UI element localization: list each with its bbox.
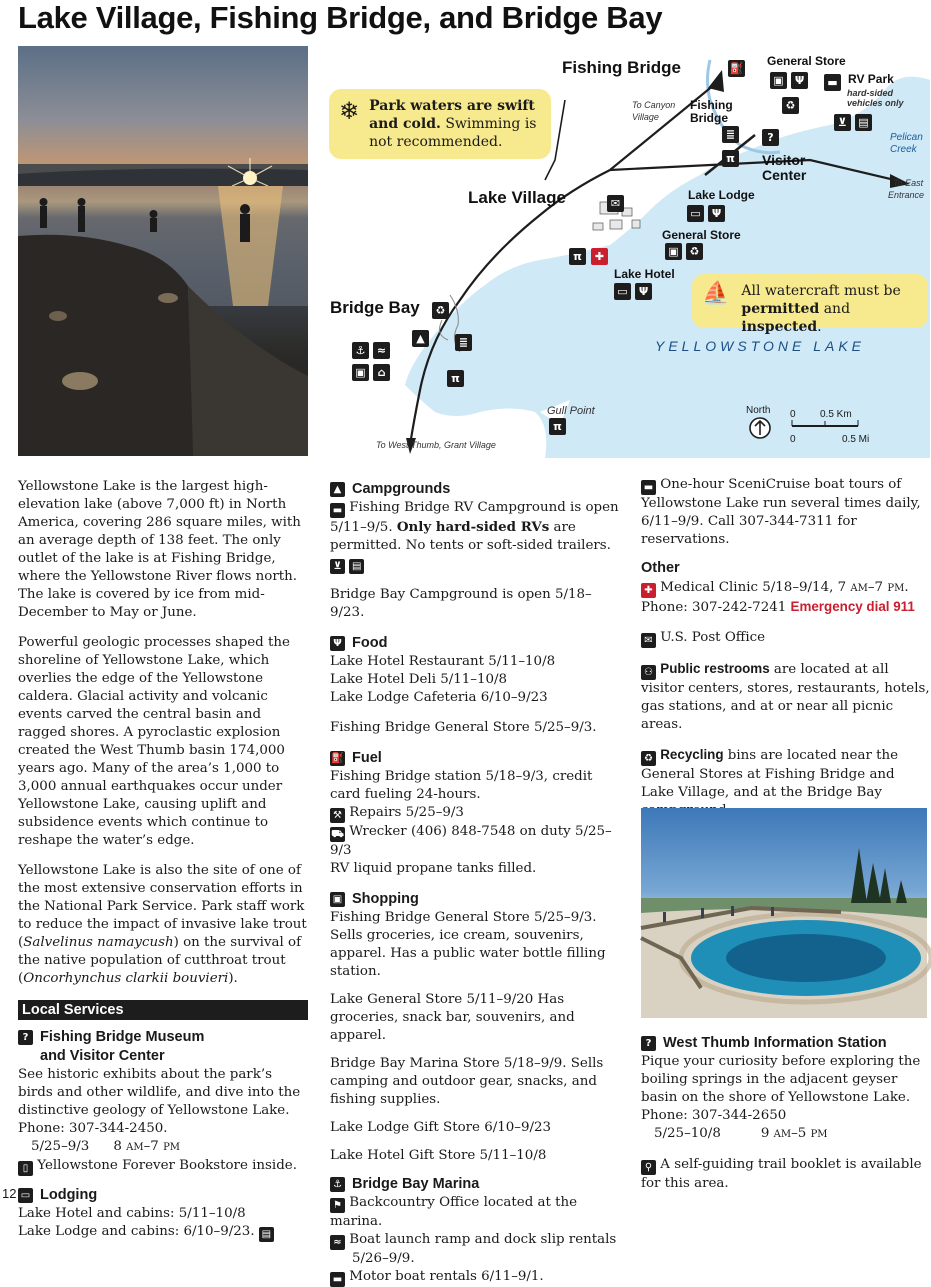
lodging-lake-lodge-text: Lake Lodge and cabins: 6/10–9/23. [18, 1224, 255, 1239]
map-label-to-canyon-2: Village [632, 112, 659, 122]
food-icon-lodge: Ψ [708, 205, 725, 222]
p3-lake-trout-name: Salvelinus namaycush [23, 935, 174, 950]
map-label-pelican-creek-1: Pelican [890, 132, 923, 143]
wt-hours-close: –5 [791, 1126, 811, 1141]
swimming-warning-bold: Park waters are swift and cold. [369, 98, 535, 132]
map-label-lake-hotel: Lake Hotel [614, 267, 675, 281]
lake-sunset-photo [18, 46, 308, 456]
medical-clinic-icon: ✚ [591, 248, 608, 265]
map-label-lake-lodge: Lake Lodge [688, 188, 755, 202]
recycling-icon-lake: ♻ [686, 243, 703, 260]
bookstore-line [18, 1157, 308, 1176]
wt-dates: 5/25–10/8 [654, 1126, 721, 1141]
shop-item: Fishing Bridge General Store 5/25–9/3. Sells groceries, ice cream, souvenirs, apparel. Has a public water bottle filling station. [330, 910, 606, 979]
boat-tour-icon: ▬ [641, 480, 656, 495]
clinic-to: –7 [867, 580, 888, 595]
post-office-icon: ✉ [607, 195, 624, 212]
laundry-icon: ▤ [349, 559, 364, 574]
shop-item: Lake General Store 5/11–9/20 Has groceries, snack bar, souvenirs, and apparel. [330, 992, 575, 1043]
marina-launch-dates: 5/26–9/9. [352, 1251, 415, 1266]
map-label-rv-note-1: hard-sided [847, 88, 894, 98]
bookstore-icon: ▯ [18, 1161, 33, 1176]
wt-info-heading [641, 1034, 931, 1052]
rv-campground-bold: Only hard-sided RVs [396, 519, 550, 535]
watercraft-bold-permitted: permitted [741, 301, 820, 317]
west-thumb-info [641, 1032, 931, 1193]
marina-motorboat-text: Motor boat rentals 6/11–9/1. [349, 1269, 544, 1284]
swimming-warning-callout [329, 89, 551, 159]
fuel-icon: ⛽ [729, 62, 744, 75]
marina-heading [330, 1175, 620, 1193]
recycling-text: bins are located near the General Stores at Fishing Bridge and Lake Village, and at the Bridge Bay [641, 748, 899, 800]
rv-icon: ▬ [824, 74, 841, 91]
information-icon: ? [18, 1030, 33, 1045]
marina-heading-text: Bridge Bay Marina [352, 1176, 480, 1192]
dump-station-icon: ⊻ [330, 559, 345, 574]
north-arrow-label: North [746, 405, 771, 416]
wrench-icon: ⚒ [330, 808, 345, 823]
scenicruise-line [641, 476, 931, 549]
recycling-bold: Recycling [660, 747, 724, 762]
picnic-area-icon-village: π [569, 248, 586, 265]
p3-text-c: ). [228, 971, 238, 986]
recycling-icon: ♻ [782, 97, 799, 114]
map-label-fishing-bridge-2: Bridge [690, 111, 729, 125]
museum-hours-open: 8 [113, 1139, 127, 1154]
anchor-icon: ⚓ [330, 1177, 345, 1192]
shopping-heading [330, 890, 620, 908]
picnic-area-icon-gull-point: π [549, 418, 566, 435]
museum-description: See historic exhibits about the park’s birds and other wildlife, and dive into the distinctive geology of Yellowstone Lake. [18, 1067, 301, 1118]
wt-info-description: Pique your curiosity before exploring the boiling springs in the adjacent geyser basin on the shore of Yellowstone Lake. [641, 1054, 921, 1105]
map-label-rv-note-2: vehicles only [847, 98, 904, 108]
food-icon-hotel: Ψ [635, 283, 652, 300]
page-title: Lake Village, Fishing Bridge, and Bridge Bay [18, 0, 663, 35]
clinic-am: AM [850, 583, 868, 594]
scale-mi-label: 0.5 Mi [842, 434, 870, 445]
recycling-icon-bay: ♻ [432, 302, 449, 319]
scale-mi-zero: 0 [790, 434, 796, 445]
picnic-area-icon-bay: π [447, 370, 464, 387]
wt-info-heading-text: West Thumb Information Station [663, 1035, 887, 1051]
clinic-period: . [904, 580, 909, 595]
campgrounds-heading-text: Campgrounds [352, 481, 451, 497]
recycling-icon: ♻ [641, 751, 656, 766]
museum-hours-close: –7 [143, 1139, 164, 1154]
clinic-phone-line [641, 598, 931, 617]
post-office-text: U.S. Post Office [660, 630, 766, 645]
food-item: Lake Hotel Restaurant 5/11–10/8 [330, 654, 556, 669]
rv-campground-a: Fishing Bridge RV Campground is open 5/11–9/5. [330, 500, 619, 535]
lake-sunset-illustration [18, 46, 308, 456]
marina-icon: ≣ [455, 334, 472, 351]
map-label-lake-name: YELLOWSTONE LAKE [655, 338, 866, 354]
accessible-icon: ▤ [259, 1227, 274, 1242]
west-thumb-pool-photo [641, 808, 927, 1018]
wrecker-text: Wrecker (406) 848-7548 on duty 5/25–9/3 [330, 824, 612, 858]
p3-text-b: ) on the survival of the native population of cutthroat trout ( [18, 935, 302, 986]
swimming-warning-text: Swimming is not recommended. [369, 116, 537, 150]
map-label-to-canyon-1: To Canyon [632, 100, 676, 110]
fuel-icon: ⛽ [331, 752, 344, 764]
bridge-bay-campground: Bridge Bay Campground is open 5/18–9/23. [330, 587, 592, 620]
campgrounds-heading [330, 480, 620, 498]
restroom-icon: ⚇ [641, 665, 656, 680]
lodging-icon: ▭ [18, 1188, 33, 1203]
scenicruise-text: One-hour SceniCruise boat tours of Yellowstone Lake run several times daily, 6/11–9/9. Call 307-344-7311 for reservations. [641, 477, 921, 547]
repairs-text: Repairs 5/25–9/3 [349, 805, 464, 820]
map-label-visitor-center-1: Visitor [762, 152, 806, 168]
wt-trail-booklet [641, 1156, 931, 1193]
shopping-icon-bay: ▣ [352, 364, 369, 381]
map-label-pelican-creek-2: Creek [890, 144, 917, 155]
marina-item [330, 1194, 620, 1231]
column-services [330, 478, 620, 1287]
campground-icon: ▲ [412, 330, 429, 347]
map-label-fishing-bridge-1: Fishing [690, 98, 733, 112]
medical-clinic-icon: ✚ [641, 583, 656, 598]
post-office-line [641, 629, 931, 648]
boat-launch-icon: ≈ [373, 342, 390, 359]
snowflake-icon: ❄ [339, 97, 360, 125]
map-label-to-east-2: Entrance [888, 190, 925, 200]
scale-km-zero: 0 [790, 409, 796, 420]
campground-icon: ▲ [330, 482, 345, 497]
food-item: Lake Hotel Deli 5/11–10/8 [330, 672, 508, 687]
anchor-icon: ⚓ [352, 342, 369, 359]
watercraft-callout [692, 274, 928, 335]
motorboat-icon: ▬ [330, 1272, 345, 1287]
map-label-general-store-lake: General Store [662, 228, 741, 242]
geyser-pool-illustration [641, 808, 927, 1018]
food-heading [330, 634, 620, 652]
page-number: 12 [2, 1186, 17, 1201]
fuel-station: Fishing Bridge station 5/18–9/3, credit card fueling 24-hours. [330, 769, 593, 802]
restrooms-line [641, 660, 931, 734]
p3-cutthroat-name: Oncorhynchus clarkii bouvieri [23, 971, 229, 986]
intro-paragraph-3 [18, 862, 308, 988]
museum-hours [18, 1138, 308, 1157]
intro-paragraph-2: Powerful geologic processes shaped the shoreline of Yellowstone Lake, which overlies the edge of the Yellowstone caldera. Glacial activity and volcanic events carved the central basin and ragged shores. A pyroclastic explosion created the West Thumb basin 174,000 years ago. Many of the area’s 1,000 to 3,000 annual earthquakes occur under Yellowstone Lake, causing uplift and subsidence events which continue to reshape the water’s edge. [18, 635, 290, 848]
shopping-icon: ▣ [330, 892, 345, 907]
other-heading: Other [641, 560, 680, 576]
picnic-area-icon: π [722, 150, 739, 167]
rv-campground-b: are permitted. No tents or soft-sided trailers. [330, 520, 611, 553]
ranger-station-icon: ⌂ [373, 364, 390, 381]
wt-trail-text: A self-guiding trail booklet is available for this area. [641, 1157, 922, 1191]
shopping-heading-text: Shopping [352, 891, 419, 907]
lodging-heading-text: Lodging [40, 1187, 98, 1203]
intro-paragraph-1: Yellowstone Lake is the largest high-elevation lake (above 7,000 ft) in North America, covering 286 square miles, with an average depth of 138 feet. The only outlet of the lake is at Fishing Bridge, where the Yellowstone River flows north. The lake is covered by ice from mid-December to May or June. [18, 479, 301, 620]
laundry-icon: ▤ [855, 114, 872, 131]
rv-campground-text [330, 499, 620, 574]
food-icon: Ψ [791, 72, 808, 89]
bookstore-text: Yellowstone Forever Bookstore inside. [37, 1158, 297, 1173]
map-label-lake-village: Lake Village [468, 188, 566, 207]
museum-dates: 5/25–9/3 [31, 1139, 90, 1154]
map-label-gull-point: Gull Point [547, 405, 595, 417]
wrecker-line [330, 823, 620, 860]
area-map [310, 40, 930, 458]
museum-heading-line-2: and Visitor Center [40, 1048, 165, 1064]
marina-item [330, 1268, 620, 1287]
hiker-icon: ⚲ [641, 1160, 656, 1175]
watercraft-text-2: and [819, 301, 851, 317]
map-label-to-east-1: To East [893, 178, 924, 188]
watercraft-text-1: All watercraft must be [741, 283, 901, 299]
rv-icon: ▬ [330, 503, 345, 518]
kayak-icon: ⛵ [702, 281, 730, 306]
wt-phone: Phone: 307-344-2650 [641, 1108, 787, 1123]
lodging-icon-hotel: ▭ [614, 283, 631, 300]
repairs-line [330, 804, 620, 823]
restrooms-bold: Public restrooms [660, 661, 770, 676]
column-intro [18, 478, 308, 1242]
shop-item: Lake Hotel Gift Store 5/11–10/8 [330, 1148, 547, 1163]
information-icon: ? [762, 129, 779, 146]
backcountry-icon: ⚑ [330, 1198, 345, 1213]
dump-station-icon: ⊻ [834, 114, 851, 131]
museum-pm: PM [163, 1142, 181, 1153]
clinic-pm: PM [887, 583, 905, 594]
wt-hours-open: 9 [760, 1126, 774, 1141]
museum-phone: Phone: 307-344-2450. [18, 1121, 168, 1136]
map-label-bridge-bay: Bridge Bay [330, 298, 420, 317]
fuel-heading-text: Fuel [352, 750, 382, 766]
information-icon: ? [641, 1036, 656, 1051]
shop-item: Bridge Bay Marina Store 5/18–9/9. Sells camping and outdoor gear, snacks, and fishing supplies. [330, 1056, 604, 1107]
restrooms-text: are located at all visitor centers, stores, restaurants, hotels, gas stations, and at or near all picnic areas. [641, 662, 930, 732]
museum-heading-line-1: Fishing Bridge Museum [40, 1029, 205, 1045]
shopping-icon: ▣ [770, 72, 787, 89]
museum-icon: ≣ [722, 126, 739, 143]
watercraft-bold-inspected: inspected [741, 319, 818, 335]
lodging-icon: ▭ [687, 205, 704, 222]
wt-pm: PM [810, 1129, 828, 1140]
map-label-rv-park: RV Park [848, 72, 894, 86]
post-office-icon: ✉ [641, 633, 656, 648]
fuel-heading [330, 749, 620, 767]
lodging-heading [18, 1186, 308, 1204]
lodging-lake-hotel: Lake Hotel and cabins: 5/11–10/8 [18, 1206, 246, 1221]
map-label-visitor-center-2: Center [762, 167, 807, 183]
lodging-lake-lodge [18, 1223, 308, 1242]
marina-item [330, 1231, 620, 1250]
shopping-icon-lake: ▣ [665, 243, 682, 260]
wt-am: AM [773, 1129, 792, 1140]
map-label-fishing-bridge-area: Fishing Bridge [562, 58, 681, 77]
shop-item: Lake Lodge Gift Store 6/10–9/23 [330, 1120, 552, 1135]
column-other [641, 476, 931, 850]
food-item: Lake Lodge Cafeteria 6/10–9/23 [330, 690, 548, 705]
p3-text-a: Yellowstone Lake is also the site of one of the most extensive conservation efforts in the National Park Service. Park staff work to reduce the impact of invasive lake trout ( [18, 863, 307, 950]
boat-launch-icon: ≈ [330, 1235, 345, 1250]
food-item: Fishing Bridge General Store 5/25–9/3. [330, 720, 597, 735]
clinic-line [641, 579, 931, 598]
food-icon: Ψ [330, 636, 345, 651]
emergency-number: Emergency dial 911 [790, 599, 915, 614]
local-services-band: Local Services [18, 1000, 308, 1020]
scale-km-label: 0.5 Km [820, 409, 852, 420]
clinic-text: Medical Clinic 5/18–9/14, 7 [660, 580, 851, 595]
clinic-phone: Phone: 307-242-7241 [641, 600, 791, 615]
museum-heading [18, 1028, 308, 1046]
watercraft-text-3: . [817, 319, 822, 335]
propane-line: RV liquid propane tanks filled. [330, 861, 537, 876]
wt-hours [641, 1125, 931, 1144]
museum-am: AM [126, 1142, 144, 1153]
map-label-to-west-thumb: To West Thumb, Grant Village [376, 440, 496, 450]
food-heading-text: Food [352, 635, 388, 651]
marina-backcountry-text: Backcountry Office located at the marina. [330, 1195, 578, 1229]
marina-launch-text: Boat launch ramp and dock slip rentals [349, 1232, 617, 1247]
map-label-general-store-top: General Store [767, 54, 846, 68]
tow-truck-icon: ⛟ [331, 829, 344, 840]
